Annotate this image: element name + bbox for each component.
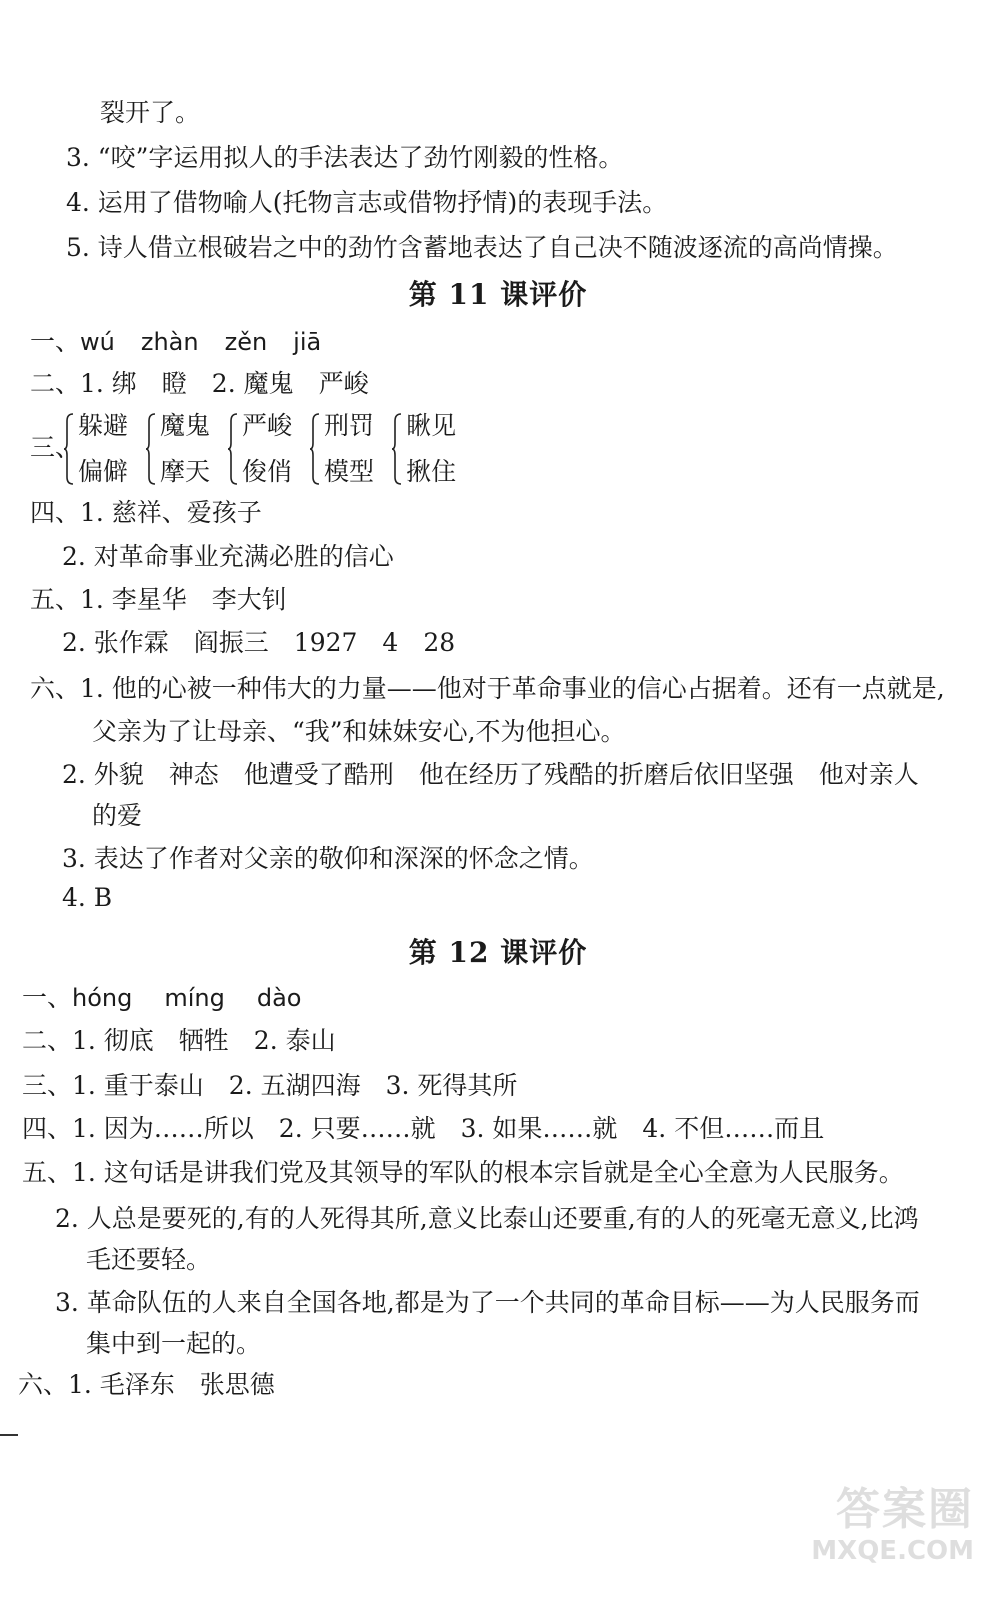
l12-section-2: 二、1. 彻底 牺牲 2. 泰山 <box>22 1026 336 1055</box>
pinyin-2: míng <box>164 984 225 1012</box>
answer-line-continued: 裂开了。 <box>100 98 201 127</box>
word: 偏僻 <box>78 457 129 486</box>
brace-icon <box>392 413 402 485</box>
pinyin-1: hóng <box>72 984 133 1012</box>
l11-section-5-1: 五、1. 李星华 李大钊 <box>30 585 287 614</box>
watermark <box>806 1484 974 1588</box>
l11-section-6-1-cont: 父亲为了让母亲、“我”和妹妹安心,不为他担心。 <box>92 717 626 746</box>
brace-icon <box>228 413 238 485</box>
word: 摩天 <box>160 457 211 486</box>
pinyin-4: jiā <box>293 328 322 356</box>
lesson-12-title: 第 12 课评价 <box>408 936 588 969</box>
l11-section-1 <box>30 326 321 358</box>
l12-section-5-2: 2. 人总是要死的,有的人死得其所,意义比泰山还要重,有的人的死毫无意义,比鸿 <box>55 1204 919 1233</box>
l11-section-2: 二、1. 绑 瞪 2. 魔鬼 严峻 <box>30 369 369 398</box>
pinyin-3: dào <box>256 984 302 1012</box>
word-pair-group <box>64 408 128 490</box>
watermark-url: MXQE.COM <box>811 1536 974 1566</box>
l12-section-5-1: 五、1. 这句话是讲我们党及其领导的军队的根本宗旨就是全心全意为人民服务。 <box>22 1158 904 1187</box>
l12-section-3: 三、1. 重于泰山 2. 五湖四海 3. 死得其所 <box>22 1071 518 1100</box>
l12-section-5-3-cont: 集中到一起的。 <box>86 1329 262 1358</box>
pinyin-2: zhàn <box>140 328 199 356</box>
l11-section-6-2: 2. 外貌 神态 他遭受了酷刑 他在经历了残酷的折磨后依旧坚强 他对亲人 <box>62 760 919 789</box>
word: 瞅见 <box>406 411 457 440</box>
l12-section-4: 四、1. 因为……所以 2. 只要……就 3. 如果……就 4. 不但……而且 <box>22 1114 825 1143</box>
brace-icon <box>310 413 320 485</box>
word-pair-group <box>228 408 292 490</box>
l12-section-5-2-cont: 毛还要轻。 <box>86 1245 212 1274</box>
page-rule <box>0 1434 18 1436</box>
l11-section-6-1: 六、1. 他的心被一种伟大的力量——他对于革命事业的信心占据着。还有一点就是, <box>30 674 945 703</box>
word: 刑罚 <box>324 411 375 440</box>
l11-section-4-1: 四、1. 慈祥、爱孩子 <box>30 498 262 527</box>
pinyin-1: wú <box>80 328 115 356</box>
word-pair-group <box>146 408 210 490</box>
word: 俊俏 <box>242 457 293 486</box>
word: 模型 <box>324 457 375 486</box>
l11-section-3-groups <box>64 408 456 490</box>
answer-4: 4. 运用了借物喻人(托物言志或借物抒情)的表现手法。 <box>66 188 668 217</box>
l11-section-5-2: 2. 张作霖 阎振三 1927 4 28 <box>62 628 456 657</box>
brace-icon <box>64 413 74 485</box>
l12-section-5-3: 3. 革命队伍的人来自全国各地,都是为了一个共同的革命目标——为人民服务而 <box>55 1288 920 1317</box>
watermark-logo: 答案圈 <box>836 1484 974 1535</box>
answer-5: 5. 诗人借立根破岩之中的劲竹含蓄地表达了自己决不随波逐流的高尚情操。 <box>66 233 898 262</box>
word-pair-group <box>310 408 374 490</box>
pinyin-3: zěn <box>224 328 268 356</box>
word: 魔鬼 <box>160 411 211 440</box>
answer-3: 3. “咬”字运用拟人的手法表达了劲竹刚毅的性格。 <box>66 143 624 172</box>
section-label: 一、 <box>30 327 81 356</box>
section-label: 一、 <box>22 983 73 1012</box>
l11-section-3-label: 三、 <box>30 433 81 462</box>
word-pair-group <box>392 408 456 490</box>
word: 躲避 <box>78 411 129 440</box>
l11-section-6-2-cont: 的爱 <box>92 801 143 830</box>
l11-section-6-3: 3. 表达了作者对父亲的敬仰和深深的怀念之情。 <box>62 844 594 873</box>
l11-section-4-2: 2. 对革命事业充满必胜的信心 <box>62 542 394 571</box>
word: 揪住 <box>406 457 457 486</box>
brace-icon <box>146 413 156 485</box>
l12-section-6-1: 六、1. 毛泽东 张思德 <box>18 1370 275 1399</box>
word: 严峻 <box>242 411 293 440</box>
lesson-11-title: 第 11 课评价 <box>408 278 588 311</box>
l12-section-1 <box>22 982 301 1014</box>
l11-section-6-4: 4. B <box>62 883 113 912</box>
